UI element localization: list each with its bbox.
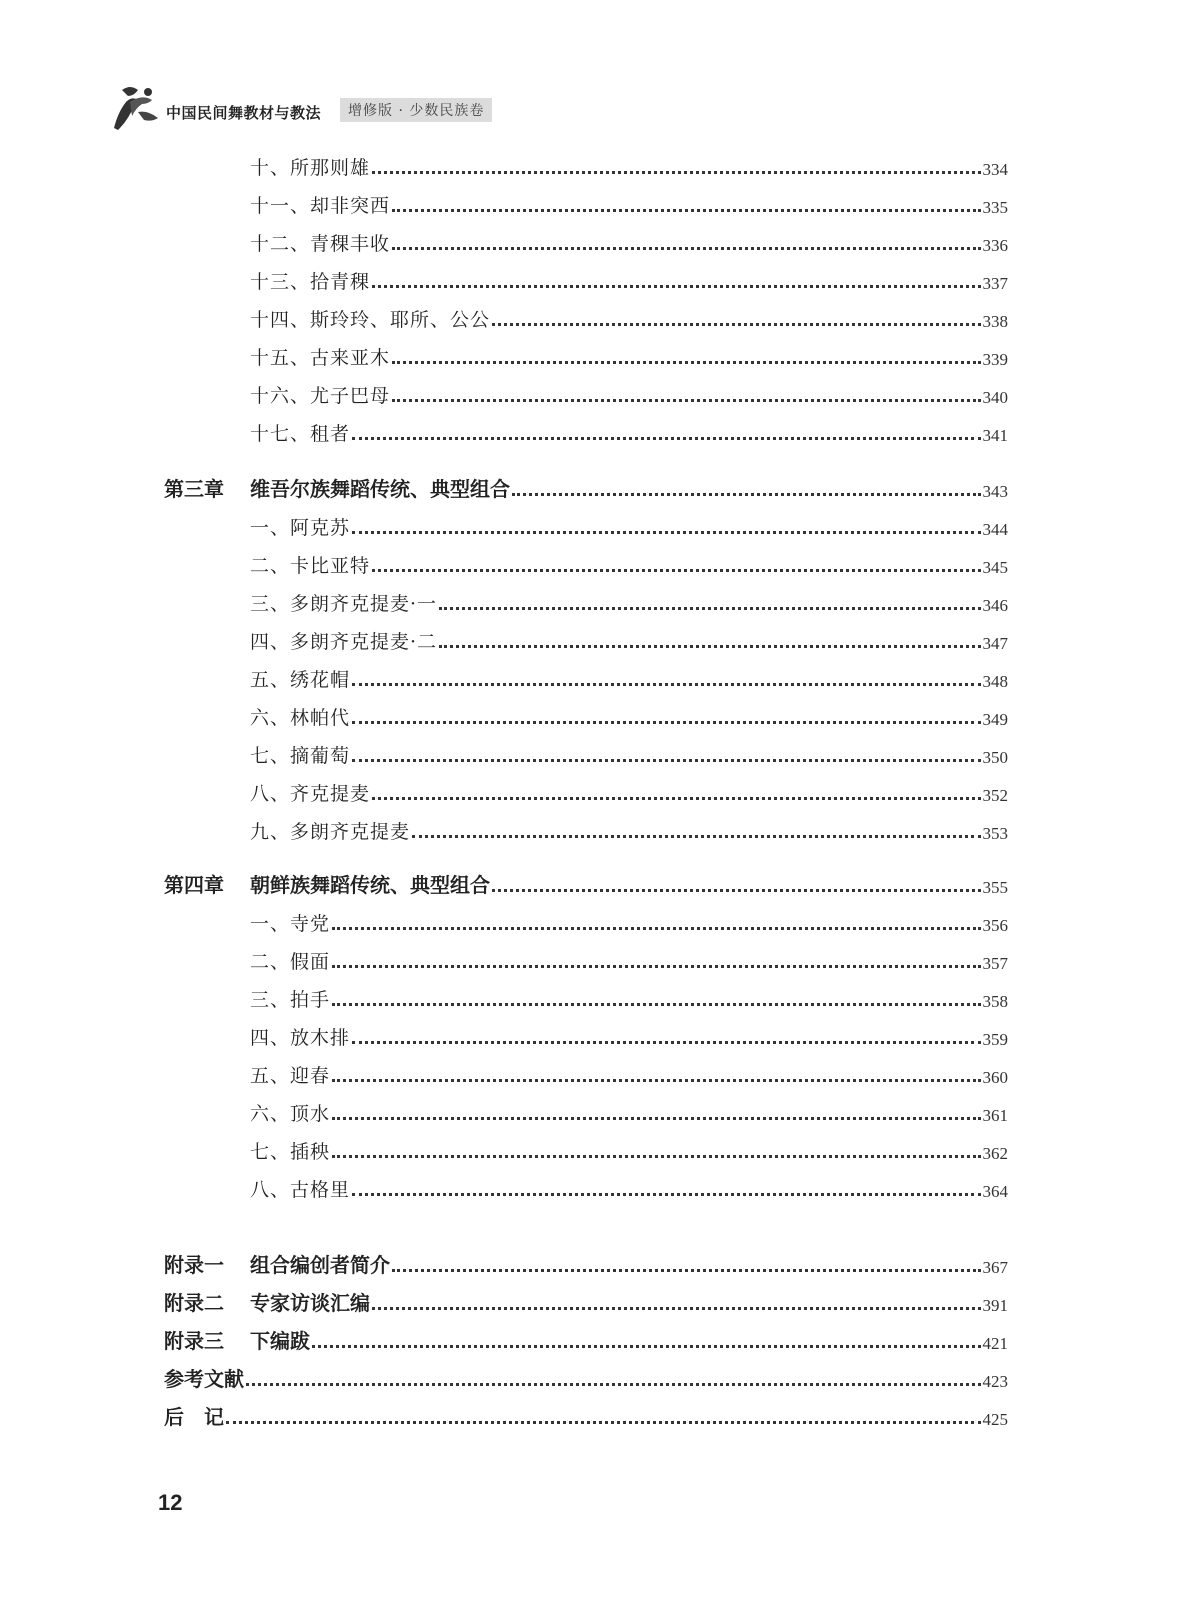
toc-entry-title (250, 513, 350, 540)
toc-entry[interactable] (250, 816, 1008, 844)
toc-page-number: 337 (982, 274, 1008, 293)
toc-entry[interactable] (250, 588, 1008, 616)
dot-leader (392, 399, 980, 402)
entry-text: 七、摘葡萄 (250, 745, 351, 767)
toc-entry-title (250, 343, 390, 370)
toc-page-number: 364 (982, 1182, 1008, 1201)
entry-text: 二、卡比亚特 (250, 555, 371, 577)
toc-entry-title (250, 665, 350, 692)
toc-chapter-entry[interactable] (164, 1250, 1008, 1278)
toc-entry[interactable] (250, 984, 1008, 1012)
dot-leader (352, 721, 980, 724)
dot-leader (392, 361, 980, 364)
toc-entry-title (164, 473, 510, 502)
entry-text: 十、所那则雄 (250, 157, 371, 179)
dot-leader (312, 1345, 981, 1348)
toc-entry-title (250, 1099, 330, 1126)
toc-entry[interactable] (250, 1136, 1008, 1164)
toc-entry[interactable] (250, 702, 1008, 730)
entry-text: 十二、青稞丰收 (250, 233, 391, 255)
toc-entry-title (250, 627, 437, 654)
dot-leader (392, 1269, 981, 1272)
toc-entry[interactable] (250, 740, 1008, 768)
chapter-label: 附录一 (164, 1253, 224, 1277)
toc-entry[interactable] (250, 380, 1008, 408)
toc-page-number: 358 (982, 992, 1008, 1011)
chapter-label: 附录三 (164, 1329, 224, 1353)
dot-leader (352, 759, 980, 762)
toc-entry-title (164, 1325, 310, 1354)
toc-page-number: 341 (982, 426, 1008, 445)
toc-entry-title (250, 267, 370, 294)
chapter-label: 第三章 (164, 477, 224, 501)
toc-entry[interactable] (250, 512, 1008, 540)
toc-page-number: 421 (982, 1334, 1008, 1353)
toc-entry[interactable] (250, 946, 1008, 974)
toc-entry-title (250, 703, 350, 730)
entry-text: 十一、却非突西 (250, 195, 391, 217)
toc-page-number: 343 (982, 482, 1008, 501)
toc-page-number: 336 (982, 236, 1008, 255)
toc-entry[interactable] (250, 342, 1008, 370)
toc-entry[interactable] (250, 304, 1008, 332)
toc-entry[interactable] (250, 418, 1008, 446)
toc-entry-title (250, 381, 390, 408)
toc-page-number: 352 (982, 786, 1008, 805)
toc-entry-title (250, 551, 370, 578)
toc-entry-title (250, 419, 350, 446)
dot-leader (332, 1003, 980, 1006)
entry-text: 朝鲜族舞蹈传统、典型组合 (250, 873, 490, 897)
running-header (108, 82, 528, 132)
toc-entry-title (250, 909, 330, 936)
toc-chapter-entry[interactable] (164, 1326, 1008, 1354)
toc-entry[interactable] (250, 908, 1008, 936)
toc-page-number: 423 (982, 1372, 1008, 1391)
toc-entry[interactable] (250, 1174, 1008, 1202)
toc-entry-title (250, 589, 437, 616)
entry-text: 十三、拾青稞 (250, 271, 371, 293)
toc-entry-title (250, 1061, 330, 1088)
toc-page-number: 360 (982, 1068, 1008, 1087)
toc-entry[interactable] (250, 152, 1008, 180)
toc-page-number: 391 (982, 1296, 1008, 1315)
dot-leader (226, 1421, 981, 1424)
dot-leader (332, 1155, 980, 1158)
toc-entry-title (250, 1137, 330, 1164)
entry-text: 四、多朗齐克提麦·二 (250, 631, 438, 653)
dot-leader (439, 645, 980, 648)
toc-page-number: 345 (982, 558, 1008, 577)
dot-leader (492, 323, 980, 326)
dot-leader (392, 247, 980, 250)
entry-text: 下编跋 (250, 1329, 310, 1353)
entry-text: 四、放木排 (250, 1027, 351, 1049)
dot-leader (352, 1193, 980, 1196)
toc-page-number: 349 (982, 710, 1008, 729)
chapter-label: 附录二 (164, 1291, 224, 1315)
toc-entry-title (250, 779, 370, 806)
entry-text: 十七、租者 (250, 423, 351, 445)
dot-leader (372, 171, 980, 174)
toc-entry-title (164, 1249, 390, 1278)
dot-leader (332, 1117, 980, 1120)
toc-entry[interactable] (250, 228, 1008, 256)
toc-page-number: 350 (982, 748, 1008, 767)
toc-page-number: 353 (982, 824, 1008, 843)
entry-text: 维吾尔族舞蹈传统、典型组合 (250, 477, 510, 501)
toc-page-number: 359 (982, 1030, 1008, 1049)
dot-leader (412, 835, 980, 838)
toc-page-number: 367 (982, 1258, 1008, 1277)
dot-leader (372, 569, 980, 572)
dot-leader (332, 927, 980, 930)
toc-entry[interactable] (250, 266, 1008, 294)
dot-leader (332, 965, 980, 968)
entry-text: 六、顶水 (250, 1103, 331, 1125)
page-number: 12 (158, 1490, 183, 1515)
dot-leader (246, 1383, 981, 1386)
toc-page-number: 334 (982, 160, 1008, 179)
book-title: 中国民间舞教材与教法 (166, 104, 322, 122)
chapter-label: 第四章 (164, 873, 224, 897)
toc-entry[interactable] (250, 190, 1008, 218)
entry-text: 九、多朗齐克提麦 (250, 821, 411, 843)
toc-entry-title (250, 1175, 350, 1202)
toc-page-number: 361 (982, 1106, 1008, 1125)
toc-entry-title (250, 947, 330, 974)
toc-entry-title (250, 741, 350, 768)
entry-text: 二、假面 (250, 951, 331, 973)
toc-page-number: 340 (982, 388, 1008, 407)
entry-text: 七、插秧 (250, 1141, 331, 1163)
dot-leader (352, 1041, 980, 1044)
toc-entry[interactable] (250, 550, 1008, 578)
toc-page-number: 347 (982, 634, 1008, 653)
toc-entry[interactable] (250, 1022, 1008, 1050)
entry-text: 八、齐克提麦 (250, 783, 371, 805)
toc-entry-title (250, 985, 330, 1012)
toc-entry-title (250, 1023, 350, 1050)
dot-leader (439, 607, 980, 610)
entry-text: 六、林帕代 (250, 707, 351, 729)
toc-entry-title (250, 229, 390, 256)
entry-text: 十四、斯玲玲、耶所、公公 (250, 309, 491, 331)
toc-entry-title (250, 191, 390, 218)
toc-chapter-entry[interactable] (164, 1364, 1008, 1392)
toc-page-number: 344 (982, 520, 1008, 539)
dot-leader (332, 1079, 980, 1082)
toc-page-number: 335 (982, 198, 1008, 217)
entry-text: 三、拍手 (250, 989, 331, 1011)
toc-page-number: 348 (982, 672, 1008, 691)
toc-entry-title (164, 869, 490, 898)
entry-text: 八、古格里 (250, 1179, 351, 1201)
toc-entry[interactable] (250, 1060, 1008, 1088)
dot-leader (372, 285, 980, 288)
dot-leader (492, 889, 981, 892)
toc-page-number: 425 (982, 1410, 1008, 1429)
entry-text: 五、迎春 (250, 1065, 331, 1087)
edition-label: 增修版 · 少数民族卷 (340, 98, 492, 122)
toc-entry-title (250, 817, 410, 844)
toc-page-number: 338 (982, 312, 1008, 331)
entry-text: 组合编创者简介 (250, 1253, 390, 1277)
entry-text: 后 记 (164, 1405, 224, 1429)
entry-text: 专家访谈汇编 (250, 1291, 370, 1315)
entry-text: 十六、尤子巴母 (250, 385, 391, 407)
dancer-logo-icon (108, 82, 166, 132)
dot-leader (352, 531, 980, 534)
entry-text: 五、绣花帽 (250, 669, 351, 691)
toc-chapter-entry[interactable] (164, 1402, 1008, 1430)
toc-entry[interactable] (250, 664, 1008, 692)
dot-leader (512, 493, 981, 496)
toc-entry[interactable] (250, 1098, 1008, 1126)
toc-entry-title (250, 153, 370, 180)
entry-text: 一、寺党 (250, 913, 331, 935)
toc-entry-title (164, 1287, 370, 1316)
entry-text: 十五、古来亚木 (250, 347, 391, 369)
toc-page-number: 346 (982, 596, 1008, 615)
toc-entry[interactable] (250, 778, 1008, 806)
dot-leader (372, 1307, 981, 1310)
entry-text: 参考文献 (164, 1367, 244, 1391)
toc-entry-title (250, 305, 490, 332)
dot-leader (392, 209, 980, 212)
dot-leader (352, 437, 980, 440)
toc-entry[interactable] (250, 626, 1008, 654)
toc-chapter-entry[interactable] (164, 870, 1008, 898)
dot-leader (372, 797, 980, 800)
toc-page-number: 355 (982, 878, 1008, 897)
toc-entry-title (164, 1401, 224, 1430)
toc-chapter-entry[interactable] (164, 474, 1008, 502)
toc-chapter-entry[interactable] (164, 1288, 1008, 1316)
entry-text: 一、阿克苏 (250, 517, 351, 539)
dot-leader (352, 683, 980, 686)
toc-page-number: 362 (982, 1144, 1008, 1163)
entry-text: 三、多朗齐克提麦·一 (250, 593, 438, 615)
toc-page-number: 357 (982, 954, 1008, 973)
toc-page-number: 339 (982, 350, 1008, 369)
toc-page-number: 356 (982, 916, 1008, 935)
toc-entry-title (164, 1363, 244, 1392)
